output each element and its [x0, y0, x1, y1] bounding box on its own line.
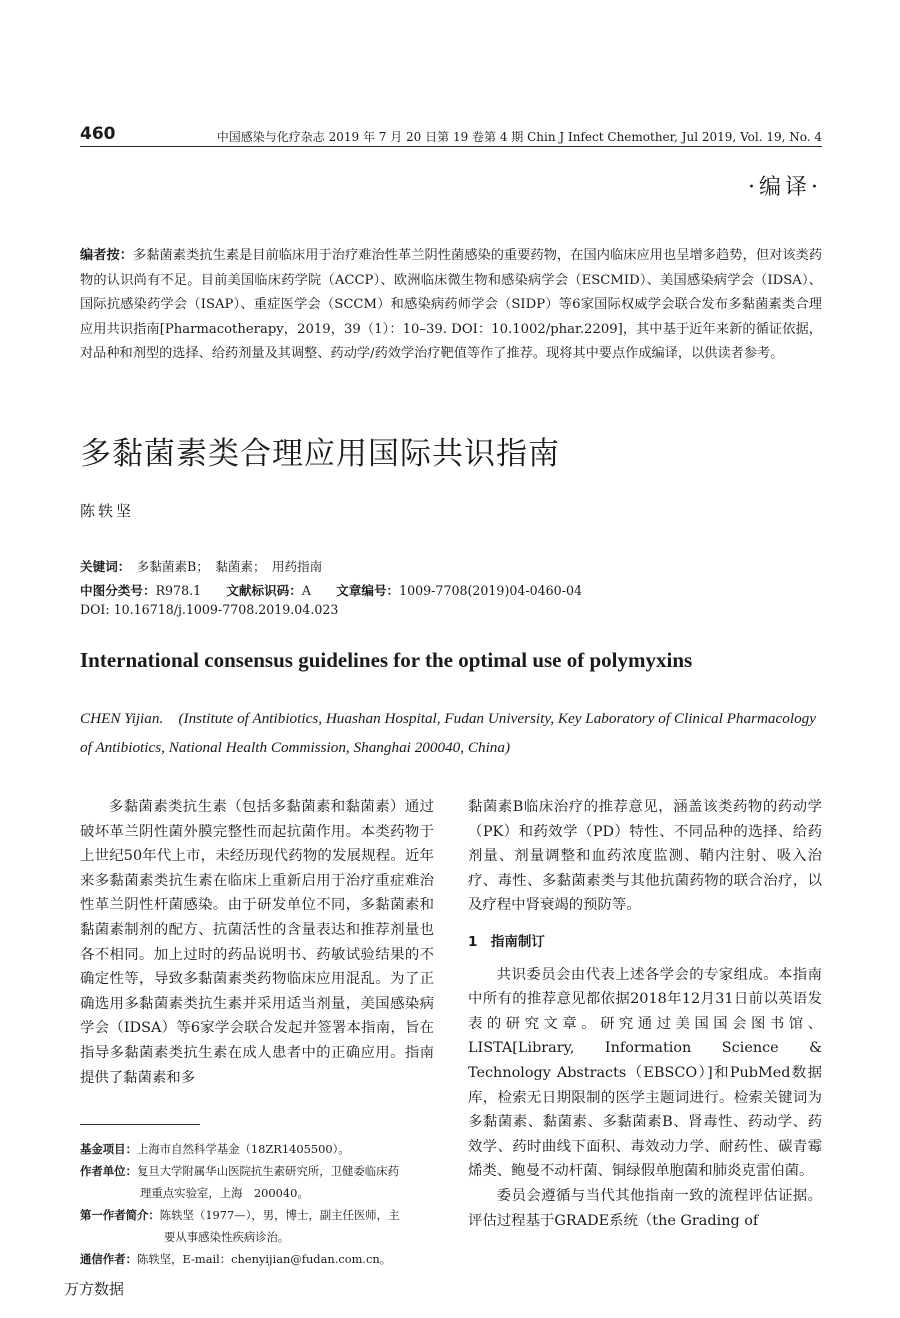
doi: DOI: 10.16718/j.1009-7708.2019.04.023: [80, 602, 339, 617]
footnote-label: 作者单位：: [80, 1164, 137, 1178]
section-tag: ·编译·: [748, 175, 822, 200]
article-no-value: 1009-7708(2019)04-0460-04: [399, 583, 582, 598]
editor-note-label: 编者按：: [80, 248, 134, 263]
footnote-label: 基金项目：: [80, 1142, 137, 1156]
author-cn: 陈轶坚: [80, 502, 135, 520]
footnote-text: 复旦大学附属华山医院抗生素研究所，卫健委临床药: [136, 1164, 399, 1178]
footnote-bio: [80, 1204, 434, 1226]
footer-brand: 万方数据: [64, 1280, 125, 1298]
footnote-corresponding: [80, 1248, 434, 1270]
intro-paragraph-continued: 黏菌素B临床治疗的推荐意见，涵盖该类药物的药动学（PK）和药效学（PD）特性、不同品种的选择、给药剂量、剂量调整和血药浓度监测、鞘内注射、吸入治疗、毒性、多黏菌素类与其他抗菌药物的联合治疗，以及疗程中肾衰竭的预防等。: [468, 799, 822, 914]
article-no-label: 文章编号：: [336, 583, 400, 598]
keywords: 多黏菌素B； 黏菌素； 用药指南: [136, 559, 323, 574]
body-column-left: [80, 795, 434, 1090]
clc-label: 中图分类号：: [80, 583, 156, 598]
intro-paragraph: 多黏菌素类抗生素（包括多黏菌素和黏菌素）通过破坏革兰阴性菌外膜完整性而起抗菌作用。本类药物于上世纪50年代上市，未经历现代药物的发展规程。近年来多黏菌素类抗生素在临床上重新启用于治疗重症难治性革兰阴性杆菌感染。由于研发单位不同，多黏菌素和黏菌素制剂的配方、抗菌活性的含量表达和推荐剂量也各不相同。加上过时的药品说明书、药敏试验结果的不确定性等，导致多黏菌素类药物临床应用混乱。为了正确选用多黏菌素类抗生素并采用适当剂量，美国感染病学会（IDSA）等6家学会联合发起并签署本指南，旨在指导多黏菌素类抗生素在成人患者中的正确应用。指南提供了黏菌素和多: [80, 799, 434, 1086]
footnote-label: 通信作者：: [80, 1252, 137, 1266]
classification-line: [80, 580, 582, 599]
editor-note: [80, 244, 822, 367]
journal-running-header: 中国感染与化疗杂志 2019 年 7 月 20 日第 19 卷第 4 期 Chin J Infect Chemother, Jul 2019, Vol. 19, No. 4: [216, 130, 822, 144]
keywords-line: [80, 556, 322, 575]
section1-paragraph: 共识委员会由代表上述各学会的专家组成。本指南中所有的推荐意见都依据2018年12月31日前以英语发表的研究文章。研究通过美国国会图书馆、LISTA[Library, Information Science & Technology Abstracts（EBSCO）]和PubMed数据库，检索无日期限制的医学主题词进行。检索关键词为多黏菌素、黏菌素、多黏菌素B、肾毒性、药动学、药效学、药时曲线下面积、毒效动力学、耐药性、碳青霉烯类、鲍曼不动杆菌、铜绿假单胞菌和肺炎克雷伯菌。: [468, 966, 822, 1180]
footnote-rule: [80, 1124, 200, 1125]
editor-note-text: 多黏菌素类抗生素是目前临床用于治疗难治性革兰阴性菌感染的重要药物，在国内临床应用也呈增多趋势，但对该类药物的认识尚有不足。目前美国临床药学院（ACCP）、欧洲临床微生物和感染病学会（ESCMID）、美国感染病学会（IDSA）、国际抗感染药学会（ISAP）、重症医学会（SCCM）和感染病药师学会（SIDP）等6家国际权威学会联合发布多黏菌素类合理应用共识指南[Pharmacotherapy，2019，39（1）：10–39. DOI：10.1002/phar.2209]，其中基于近年来新的循证依据，对品种和剂型的选择、给药剂量及其调整、药动学/药效学治疗靶值等作了推荐。现将其中要点作成编译，以供读者参考。: [80, 248, 823, 362]
section1-paragraph: 委员会遵循与当代其他指南一致的流程评估证据。评估过程基于GRADE系统（the Grading of: [468, 1187, 822, 1229]
footnote-fund: [80, 1138, 434, 1160]
doc-code-label: 文献标识码：: [226, 583, 302, 598]
section-heading: 1 指南制订: [468, 933, 545, 950]
footnote-affiliation: [80, 1160, 434, 1182]
clc-value: R978.1: [155, 583, 202, 598]
footnote-affiliation-cont: 理重点实验室，上海 200040。: [140, 1186, 309, 1200]
footnote-text: 陈轶坚（1977—），男，博士，副主任医师，主: [159, 1208, 400, 1222]
article-title-cn: 多黏菌素类合理应用国际共识指南: [80, 436, 560, 472]
footnote-label: 第一作者简介：: [80, 1208, 160, 1222]
body-column-right: [468, 795, 822, 1233]
article-title-en: International consensus guidelines for the optimal use of polymyxins: [80, 648, 693, 672]
page-number: 460: [80, 124, 116, 144]
footnote-text: 陈轶坚，E-mail：chenyijian@fudan.com.cn。: [136, 1252, 392, 1266]
doc-code-value: A: [301, 583, 311, 598]
keywords-label: 关键词：: [80, 559, 125, 574]
footnote-text: 上海市自然科学基金（18ZR1405500）。: [136, 1142, 350, 1156]
author-affiliation-en: CHEN Yijian. (Institute of Antibiotics, Huashan Hospital, Fudan University, Key Laboratory of Clinical Pharmacology of Antibiotics, National Health Commission, Shanghai 200040, China): [80, 710, 817, 756]
header-rule: [80, 146, 822, 147]
footnote-bio-cont: 要从事感染性疾病诊治。: [164, 1230, 290, 1244]
footnotes: [80, 1138, 434, 1270]
